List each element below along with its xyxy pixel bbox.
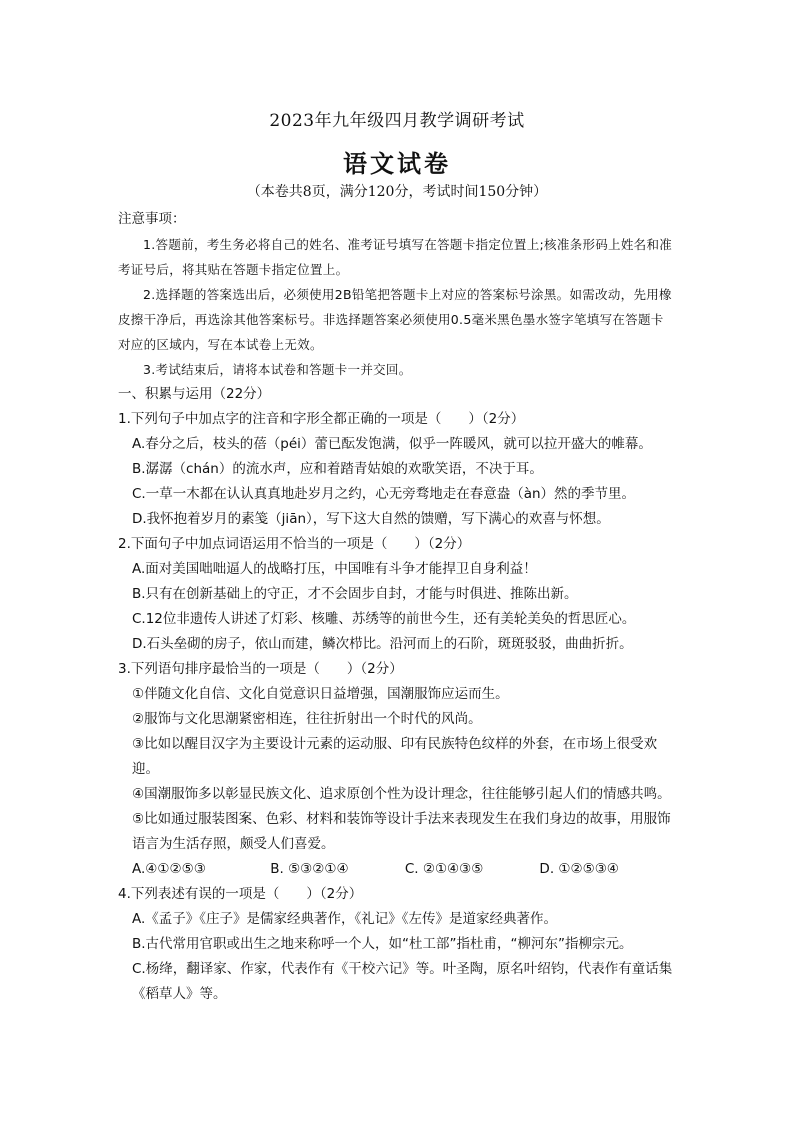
question-3-choice-c: C. ②①④③⑤ [404,861,484,877]
question-3-choice-d: D. ①②⑤③④ [539,861,619,877]
notice-item: 2.选择题的答案选出后，必须使用2B铅笔把答题卡上对应的答案标号涂黑。如需改动，先用橡皮擦干净后，再选涂其他答案标号。非选择题答案必须使用0.5毫米黑色墨水签字笔填写在答题卡对应的区域内，写在本试卷上无效。 [118,287,672,352]
question-3-choice-b: B. ⑤③②①④ [270,861,349,877]
question-3-choices [118,857,674,882]
question-2-option-d: D.石头垒砌的房子，依山而建，鳞次栉比。沿河而上的石阶，斑斑驳驳，曲曲折折。 [132,636,633,652]
question-1-option-d: D.我怀抱着岁月的素笺（jiān），写下这大自然的馈赠，写下满心的欢喜与怀想。 [132,511,610,527]
question-1-option-c: C.一草一木都在认认真真地赴岁月之约，心无旁骛地走在春意盎（àn）然的季节里。 [132,486,636,502]
question-4-option-c: C.杨绛，翻译家、作家，代表作有《干校六记》等。叶圣陶，原名叶绍钧，代表作有童话集《稻草人》等。 [132,961,673,1002]
question-2-option-c: C.12位非遗传人讲述了灯彩、核雕、苏绣等的前世今生，还有美轮美奂的哲思匠心。 [132,611,636,627]
section-heading: 一、积累与运用（22分） [118,386,271,402]
notice-heading: 注意事项： [118,211,186,227]
question-3-sentence: ③比如以醒目汉字为主要设计元素的运动服、印有民族特色纹样的外套，在市场上很受欢迎。 [132,736,658,777]
question-2-option-b: B.只有在创新基础上的守正，才不会固步自封，才能与时俱进、推陈出新。 [132,586,578,602]
question-3-choice-a: A.④①②⑤③ [132,861,206,877]
question-4-option-a: A.《孟子》《庄子》是儒家经典著作，《礼记》《左传》是道家经典著作。 [132,911,558,927]
notice-item: 3.考试结束后，请将本试卷和答题卡一并交回。 [143,362,412,377]
question-3-sentence: ⑤比如通过服装图案、色彩、材料和装饰等设计手法来表现发生在我们身边的故事，用服饰语言为生活存照，颇受人们喜爱。 [132,811,671,852]
question-1-option-a: A.春分之后，枝头的蓓（péi）蕾已酝发饱满，似乎一阵暖风，就可以拉开盛大的帷幕。 [132,436,652,452]
question-2-option-a: A.面对美国咄咄逼人的战略打压，中国唯有斗争才能捍卫自身利益！ [132,561,537,577]
question-3-sentence: ②服饰与文化思潮紧密相连，往往折射出一个时代的风尚。 [132,711,482,727]
question-1-stem: 1.下列句子中加点字的注音和字形全都正确的一项是（ ）（2分） [118,411,525,427]
question-1-option-b: B.潺潺（chán）的流水声，应和着踏青姑娘的欢歌笑语，不决于耳。 [132,461,543,477]
paper-title: 语文试卷 [343,149,451,178]
question-3-sentence: ①伴随文化自信、文化自觉意识日益增强，国潮服饰应运而生。 [132,686,509,702]
question-2-stem: 2.下面句子中加点词语运用不恰当的一项是（ ）（2分） [118,536,471,552]
question-4-stem: 4.下列表述有误的一项是（ ）（2分） [118,886,363,902]
question-3-sentence: ④国潮服饰多以彰显民族文化、追求原创个性为设计理念，往往能够引起人们的情感共鸣。 [132,786,671,802]
exam-content [118,207,674,1007]
exam-title: 2023年九年级四月教学调研考试 [269,111,525,131]
question-3-stem: 3.下列语句排序最恰当的一项是（ ）（2分） [118,661,403,677]
notice-item: 1.答题前，考生务必将自己的姓名、准考证号填写在答题卡指定位置上;核准条形码上姓名和准考证号后，将其贴在答题卡指定位置上。 [118,237,673,277]
exam-info: （本卷共8页，满分120分，考试时间150分钟） [246,184,548,200]
question-4-option-b: B.古代常用官职或出生之地来称呼一个人，如“杜工部”指杜甫，“柳河东”指柳宗元。 [132,936,633,952]
